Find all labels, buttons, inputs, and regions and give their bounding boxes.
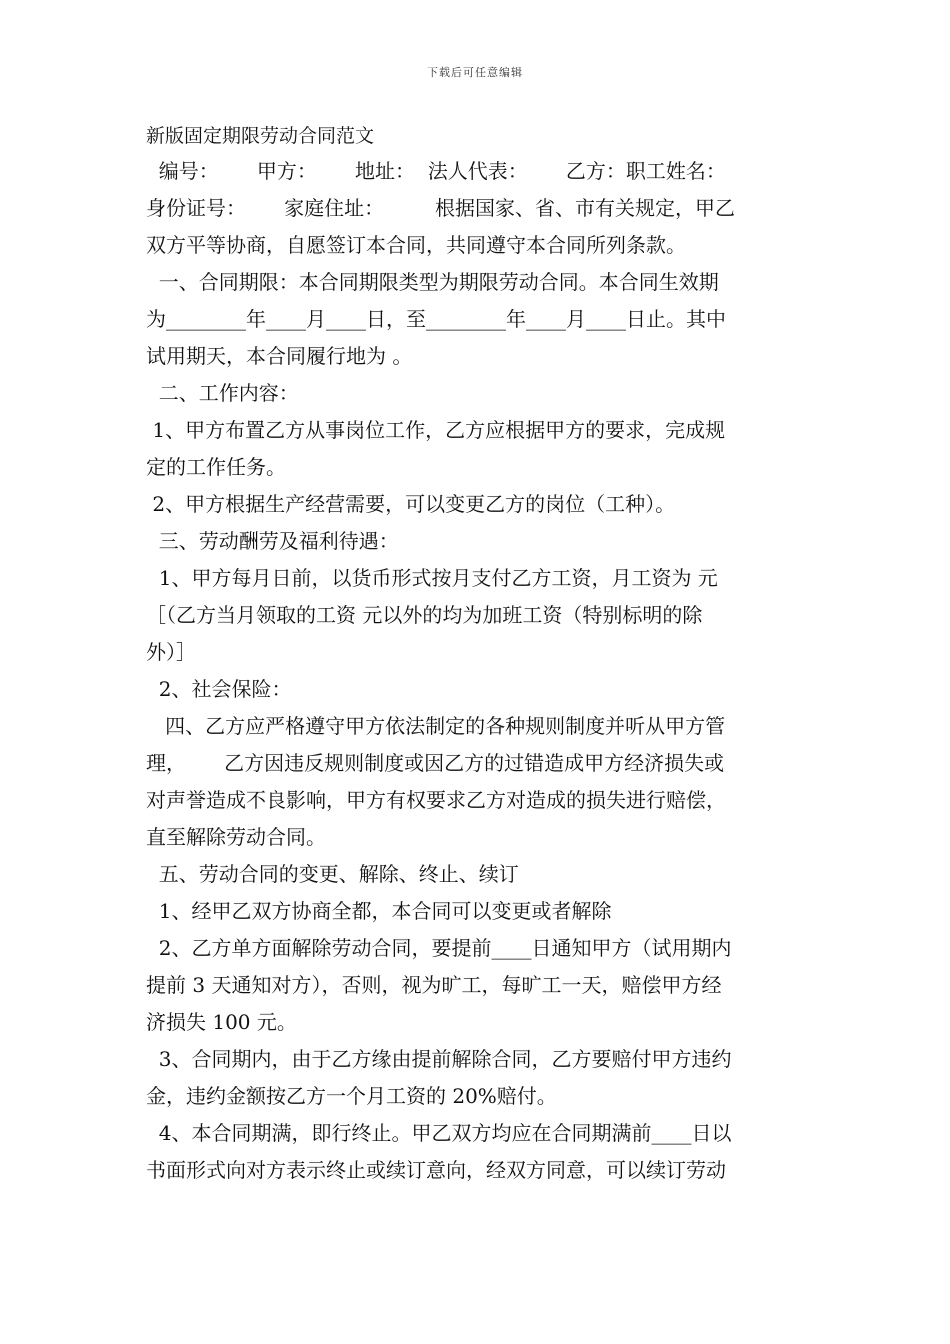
- body-line: 三、劳动酬劳及福利待遇：: [146, 529, 399, 553]
- body-line: 提前 3 天通知对方），否则，视为旷工，每旷工一天，赔偿甲方经: [146, 973, 722, 997]
- body-line: 金，违约金额按乙方一个月工资的 20%赔付。: [146, 1084, 557, 1108]
- body-line: 1、甲方每月日前，以货币形式按月支付乙方工资，月工资为 元: [146, 566, 718, 590]
- body-line: 二、工作内容：: [146, 381, 299, 405]
- body-line: 编号： 甲方： 地址： 法人代表： 乙方：职工姓名：: [146, 159, 726, 183]
- body-line: 双方平等协商，自愿签订本合同，共同遵守本合同所列条款。: [146, 233, 686, 257]
- body-line: 对声誉造成不良影响，甲方有权要求乙方对造成的损失进行赔偿，: [146, 788, 726, 812]
- document-title: 新版固定期限劳动合同范文: [146, 125, 375, 147]
- body-line: 2、甲方根据生产经营需要，可以变更乙方的岗位（工种）。: [146, 492, 676, 516]
- body-line: 4、本合同期满，即行终止。甲乙双方均应在合同期满前____日以: [146, 1121, 732, 1145]
- body-line: ［（乙方当月领取的工资 元以外的均为加班工资（特别标明的除: [146, 603, 703, 627]
- body-line: 五、劳动合同的变更、解除、终止、续订: [146, 862, 519, 886]
- body-line: 试用期天，本合同履行地为 。: [146, 344, 413, 368]
- body-line: 1、甲方布置乙方从事岗位工作，乙方应根据甲方的要求，完成规: [146, 418, 726, 442]
- body-line: 3、合同期内，由于乙方缘由提前解除合同，乙方要赔付甲方违约: [146, 1047, 732, 1071]
- body-line: 身份证号： 家庭住址： 根据国家、省、市有关规定，甲乙: [146, 196, 736, 220]
- body-line: 四、乙方应严格遵守甲方依法制定的各种规则制度并听从甲方管: [146, 714, 726, 738]
- body-line: 2、社会保险：: [146, 677, 292, 701]
- body-line: 书面形式向对方表示终止或续订意向，经双方同意，可以续订劳动: [146, 1158, 726, 1182]
- header-note: 下载后可任意编辑: [427, 66, 523, 79]
- body-line: 外）］: [146, 640, 196, 664]
- body-line: 2、乙方单方面解除劳动合同，要提前____日通知甲方（试用期内: [146, 936, 732, 960]
- body-line: 一、合同期限：本合同期限类型为期限劳动合同。本合同生效期: [146, 270, 719, 294]
- body-line: 定的工作任务。: [146, 455, 286, 479]
- body-line: 济损失 100 元。: [146, 1010, 297, 1034]
- body-line: 为________年____月____日，至________年____月____日止。其中: [146, 307, 726, 331]
- body-line: 直至解除劳动合同。: [146, 825, 326, 849]
- body-line: 理， 乙方因违反规则制度或因乙方的过错造成甲方经济损失或: [146, 751, 725, 775]
- body-line: 1、经甲乙双方协商全都，本合同可以变更或者解除: [146, 899, 612, 923]
